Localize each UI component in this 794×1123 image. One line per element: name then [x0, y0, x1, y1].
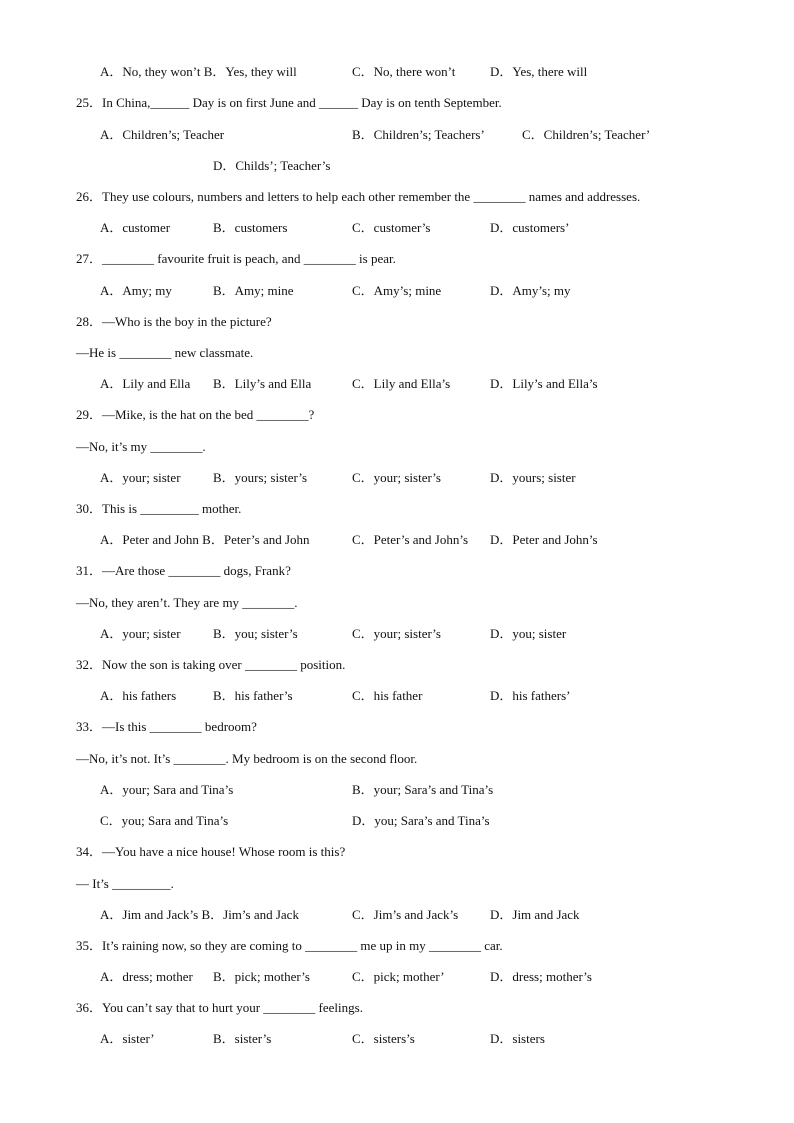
answer-option: C．customer’s: [352, 220, 431, 235]
answer-option: B．sister’s: [213, 1031, 272, 1046]
answer-option: C．pick; mother’: [352, 969, 445, 984]
answer-option: A．dress; mother: [100, 969, 193, 984]
answer-option: A．customer: [100, 220, 171, 235]
answer-option: D．Yes, there will: [490, 64, 588, 79]
answer-option: C．your; sister’s: [352, 470, 441, 485]
answer-option: A．your; Sara and Tina’s: [100, 782, 234, 797]
answer-option: A．Amy; my: [100, 283, 172, 298]
answer-option: D．Childs’; Teacher’s: [213, 158, 331, 173]
question-line: 30．This is _________ mother.: [76, 501, 242, 516]
question-line: —No, they aren’t. They are my ________.: [76, 595, 298, 610]
answer-option: A．Children’s; Teacher: [100, 127, 225, 142]
answer-option: B．Children’s; Teachers’: [352, 127, 485, 142]
answer-option: C．his father: [352, 688, 423, 703]
answer-option: C．Amy’s; mine: [352, 283, 442, 298]
answer-option: C．sisters’s: [352, 1031, 415, 1046]
answer-option: B．you; sister’s: [213, 626, 298, 641]
answer-option: A．Lily and Ella: [100, 376, 191, 391]
answer-option: B．customers: [213, 220, 288, 235]
answer-option: D．Jim and Jack: [490, 907, 580, 922]
answer-option: D．dress; mother’s: [490, 969, 592, 984]
answer-option: D．yours; sister: [490, 470, 576, 485]
question-line: —No, it’s not. It’s ________. My bedroom is on the second floor.: [76, 751, 418, 766]
question-line: 34．—You have a nice house! Whose room is this?: [76, 844, 346, 859]
question-line: 31．—Are those ________ dogs, Frank?: [76, 563, 291, 578]
answer-option: B．Lily’s and Ella: [213, 376, 312, 391]
answer-option: D．Amy’s; my: [490, 283, 571, 298]
question-line: 33．—Is this ________ bedroom?: [76, 719, 257, 734]
answer-option: B．his father’s: [213, 688, 293, 703]
question-line: 25．In China,______ Day is on first June and ______ Day is on tenth September.: [76, 95, 502, 110]
answer-option: A．his fathers: [100, 688, 177, 703]
question-line: —He is ________ new classmate.: [76, 345, 254, 360]
answer-option: D．Lily’s and Ella’s: [490, 376, 598, 391]
answer-option: D．sisters: [490, 1031, 545, 1046]
answer-option: D．you; Sara’s and Tina’s: [352, 813, 490, 828]
answer-option: C．No, there won’t: [352, 64, 456, 79]
question-line: 28．—Who is the boy in the picture?: [76, 314, 272, 329]
answer-option: C．Peter’s and John’s: [352, 532, 469, 547]
answer-option: B．pick; mother’s: [213, 969, 310, 984]
answer-option: C．Children’s; Teacher’: [522, 127, 651, 142]
answer-option: B．yours; sister’s: [213, 470, 308, 485]
question-line: 26．They use colours, numbers and letters to help each other remember the ________ names and addresses.: [76, 189, 641, 204]
answer-option: A．your; sister: [100, 470, 181, 485]
answer-option: A．No, they won’t B．Yes, they will: [100, 64, 297, 79]
question-line: 29．—Mike, is the hat on the bed ________?: [76, 407, 315, 422]
question-line: —No, it’s my ________.: [76, 439, 206, 454]
question-line: 27．________ favourite fruit is peach, and ________ is pear.: [76, 251, 396, 266]
answer-option: D．you; sister: [490, 626, 567, 641]
answer-option: D．his fathers’: [490, 688, 571, 703]
answer-option: B．Amy; mine: [213, 283, 294, 298]
question-line: 36．You can’t say that to hurt your ________ feelings.: [76, 1000, 363, 1015]
answer-option: C．your; sister’s: [352, 626, 441, 641]
answer-option: A．Jim and Jack’s B．Jim’s and Jack: [100, 907, 299, 922]
answer-option: A．sister’: [100, 1031, 155, 1046]
answer-option: D．Peter and John’s: [490, 532, 598, 547]
answer-option: C．Lily and Ella’s: [352, 376, 451, 391]
question-line: 35．It’s raining now, so they are coming to ________ me up in my ________ car.: [76, 938, 503, 953]
answer-option: A．your; sister: [100, 626, 181, 641]
answer-option: C．you; Sara and Tina’s: [100, 813, 229, 828]
answer-option: C．Jim’s and Jack’s: [352, 907, 459, 922]
question-line: 32．Now the son is taking over ________ position.: [76, 657, 346, 672]
answer-option: D．customers’: [490, 220, 570, 235]
question-line: — It’s _________.: [76, 876, 174, 891]
answer-option: A．Peter and John B．Peter’s and John: [100, 532, 310, 547]
answer-option: B．your; Sara’s and Tina’s: [352, 782, 494, 797]
